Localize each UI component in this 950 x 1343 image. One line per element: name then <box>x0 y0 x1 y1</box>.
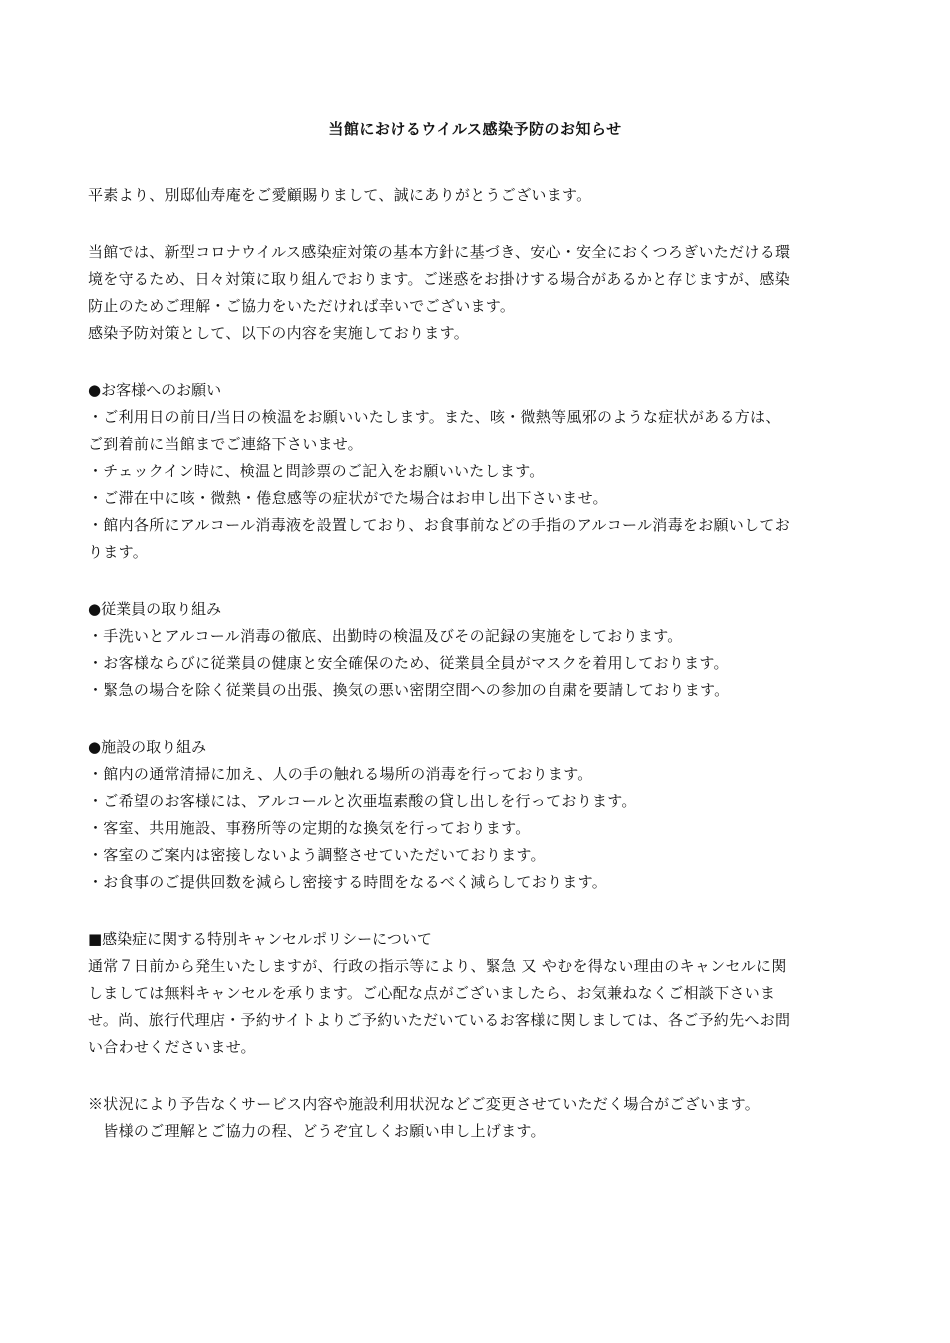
list-item: ・お食事のご提供回数を減らし密接する時間をなるべく減らしております。 <box>88 873 608 891</box>
list-item: ・ご滞在中に咳・微熱・倦怠感等の症状がでた場合はお申し出下さいませ。 <box>88 489 608 507</box>
intro-line: 境を守るため、日々対策に取り組んでおります。ご迷惑をお掛けする場合があるかと存じますが、感染 <box>88 270 791 288</box>
list-item: ご到着前に当館までご連絡下さいませ。 <box>88 435 363 453</box>
section-facility-measures <box>88 734 862 896</box>
section-guest-requests <box>88 377 862 566</box>
intro-line: 当館では、新型コロナウイルス感染症対策の基本方針に基づき、安心・安全におくつろぎいただける環 <box>88 243 791 261</box>
section-cancel-policy <box>88 926 862 1061</box>
section-heading: ●お客様へのお願い <box>88 381 222 399</box>
list-item: ・緊急の場合を除く従業員の出張、換気の悪い密閉空間への参加の自粛を要請しております。 <box>88 681 730 699</box>
closing-line: ※状況により予告なくサービス内容や施設利用状況などご変更させていただく場合がございます。 <box>88 1095 761 1113</box>
closing-line: 皆様のご理解とご協力の程、どうぞ宜しくお願い申し上げます。 <box>88 1122 546 1140</box>
list-item: ・館内各所にアルコール消毒液を設置しており、お食事前などの手指のアルコール消毒をお願いしてお <box>88 516 791 534</box>
policy-line: しましては無料キャンセルを承ります。ご心配な点がございましたら、お気兼ねなくご相談下さいま <box>88 984 776 1002</box>
section-staff-measures <box>88 596 862 704</box>
page-title: 当館におけるウイルス感染予防のお知らせ <box>328 120 622 138</box>
closing-block <box>88 1091 862 1145</box>
section-heading: ●従業員の取り組み <box>88 600 222 618</box>
intro-line: 感染予防対策として、以下の内容を実施しております。 <box>88 324 470 342</box>
section-heading: ■感染症に関する特別キャンセルポリシーについて <box>88 930 432 948</box>
list-item: ・客室、共用施設、事務所等の定期的な換気を行っております。 <box>88 819 531 837</box>
list-item: ・お客様ならびに従業員の健康と安全確保のため、従業員全員がマスクを着用しております。 <box>88 654 729 672</box>
list-item: ・客室のご案内は密接しないよう調整させていただいております。 <box>88 846 546 864</box>
greeting-text: 平素より、別邸仙寿庵をご愛顧賜りまして、誠にありがとうございます。 <box>88 186 592 204</box>
policy-line: い合わせくださいませ。 <box>88 1038 256 1056</box>
intro-line: 防止のためご理解・ご協力をいただければ幸いでございます。 <box>88 297 516 315</box>
list-item: ・ご希望のお客様には、アルコールと次亜塩素酸の貸し出しを行っております。 <box>88 792 637 810</box>
list-item: ・チェックイン時に、検温と問診票のご記入をお願いいたします。 <box>88 462 545 480</box>
policy-line: せ。尚、旅行代理店・予約サイトよりご予約いただいているお客様に関しましては、各ご予約先へお問 <box>88 1011 791 1029</box>
list-item: ・館内の通常清掃に加え、人の手の触れる場所の消毒を行っております。 <box>88 765 593 783</box>
intro-block <box>88 239 862 347</box>
section-heading: ●施設の取り組み <box>88 738 207 756</box>
policy-line: 通常７日前から発生いたしますが、行政の指示等により、緊急 又 やむを得ない理由のキャンセルに関 <box>88 957 787 975</box>
list-item: ・手洗いとアルコール消毒の徹底、出勤時の検温及びその記録の実施をしております。 <box>88 627 683 645</box>
list-item: ・ご利用日の前日/当日の検温をお願いいたします。また、咳・微熱等風邪のような症状がある方は、 <box>88 408 781 426</box>
list-item: ります。 <box>88 543 149 561</box>
